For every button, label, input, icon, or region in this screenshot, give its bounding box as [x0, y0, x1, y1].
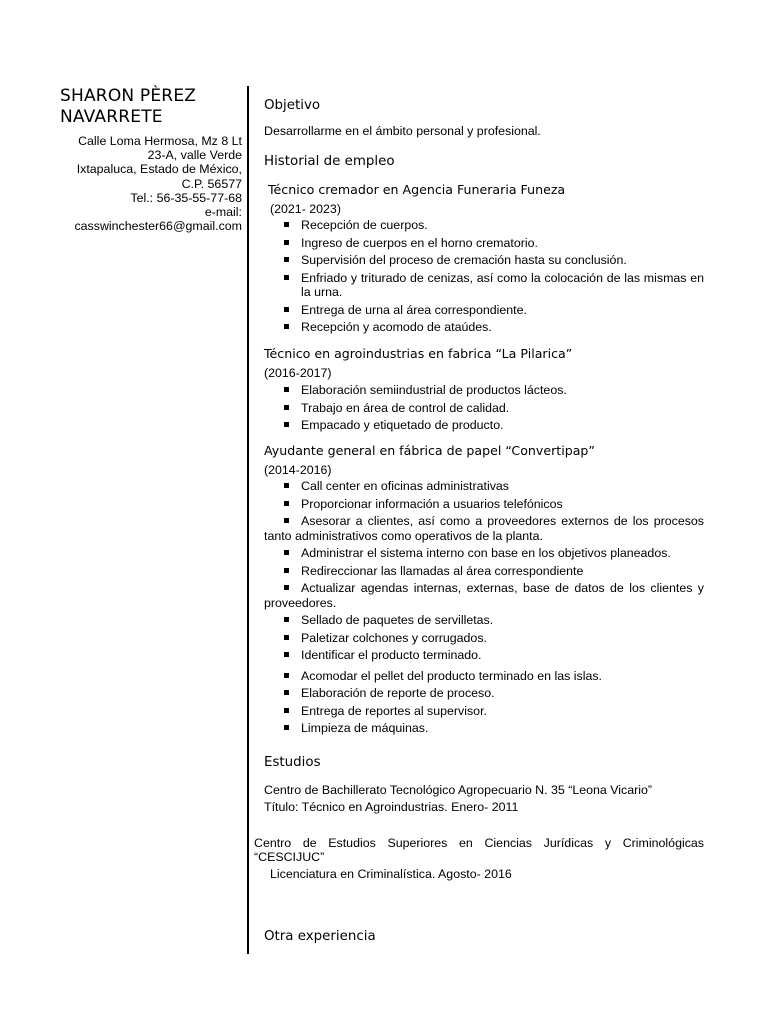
bullet-square-icon: [284, 652, 289, 657]
candidate-name: [60, 86, 242, 128]
bullet-square-icon: [284, 240, 289, 245]
objetivo-text: Desarrollarme en el ámbito personal y profesional.: [264, 124, 541, 138]
school-2: Centro de Estudios Superiores en Ciencias Jurídicas y Criminológicas “CESCIJUC”: [254, 836, 704, 864]
list-item: Supervisión del proceso de cremación hasta su conclusión.: [264, 253, 704, 268]
bullet-square-icon: [284, 275, 289, 280]
list-item: Limpieza de máquinas.: [264, 721, 704, 736]
estudios-heading: Estudios: [264, 755, 321, 770]
list-item: Redireccionar las llamadas al área correspondiente: [264, 564, 704, 579]
list-item: Call center en oficinas administrativas: [264, 479, 704, 494]
name-line-2: NAVARRETE: [60, 107, 163, 127]
bullet-square-icon: [284, 725, 289, 730]
list-item: Entrega de urna al área correspondiente.: [264, 303, 704, 318]
school-1: Centro de Bachillerato Tecnológico Agropecuario N. 35 “Leona Vicario”: [264, 783, 653, 797]
job-title-3: Ayudante general en fábrica de papel “Convertipap”: [264, 443, 595, 458]
bullet-square-icon: [284, 518, 289, 523]
job-title-2: Técnico en agroindustrias en fabrica “La Pilarica”: [264, 346, 573, 361]
list-item: Trabajo en área de control de calidad.: [264, 401, 704, 416]
sidebar: [60, 86, 242, 233]
bullet-square-icon: [284, 222, 289, 227]
address-line-1: Calle Loma Hermosa, Mz 8 Lt: [78, 134, 242, 148]
contact-info: [60, 134, 242, 233]
bullet-square-icon: [284, 257, 289, 262]
address-line-2: 23-A, valle Verde: [147, 148, 242, 163]
bullet-square-icon: [284, 387, 289, 392]
list-item: Recepción y acomodo de ataúdes.: [264, 320, 704, 335]
job-period-3: (2014-2016): [264, 463, 332, 477]
email-address: casswinchester66@gmail.com: [74, 219, 242, 234]
name-line-1: SHARON PÈREZ: [60, 86, 197, 106]
vertical-divider: [247, 86, 249, 954]
job-1-duties: [264, 218, 704, 338]
job-title-1: Técnico cremador en Agencia Funeraria Funeza: [268, 182, 566, 197]
bullet-square-icon: [284, 307, 289, 312]
list-item: Elaboración semiindustrial de productos lácteos.: [264, 383, 704, 398]
list-item: Proporcionar información a usuarios telefónicos: [264, 497, 704, 512]
phone: Tel.: 56-35-55-77-68: [130, 190, 242, 205]
bullet-square-icon: [284, 585, 289, 590]
bullet-square-icon: [284, 690, 289, 695]
list-item: Ingreso de cuerpos en el horno crematorio.: [264, 236, 704, 251]
list-item: Entrega de reportes al supervisor.: [264, 704, 704, 719]
list-item: Empacado y etiquetado de producto.: [264, 418, 704, 433]
bullet-square-icon: [284, 405, 289, 410]
list-item: Identificar el producto terminado.: [264, 648, 704, 663]
bullet-square-icon: [284, 324, 289, 329]
degree-1: Título: Técnico en Agroindustrias. Enero- 2011: [264, 800, 519, 814]
list-item: Sellado de paquetes de servilletas.: [264, 613, 704, 628]
bullet-square-icon: [284, 550, 289, 555]
bullet-square-icon: [284, 635, 289, 640]
list-item: Administrar el sistema interno con base en los objetivos planeados.: [264, 546, 704, 561]
bullet-square-icon: [284, 483, 289, 488]
bullet-square-icon: [284, 617, 289, 622]
bullet-square-icon: [284, 422, 289, 427]
degree-2: Licenciatura en Criminalística. Agosto- 2016: [270, 867, 512, 881]
bullet-square-icon: [284, 568, 289, 573]
objetivo-heading: Objetivo: [264, 98, 321, 113]
bullet-square-icon: [284, 708, 289, 713]
email-label: e-mail:: [204, 205, 242, 220]
job-period-1: (2021- 2023): [270, 202, 341, 216]
job-period-2: (2016-2017): [264, 366, 332, 380]
list-item: Paletizar colchones y corrugados.: [264, 631, 704, 646]
job-3-duties: [264, 479, 704, 739]
otra-experiencia-heading: Otra experiencia: [264, 929, 376, 944]
list-item: Elaboración de reporte de proceso.: [264, 686, 704, 701]
list-item: Actualizar agendas internas, externas, base de datos de los clientes y proveedores.: [264, 581, 704, 610]
job-2-duties: [264, 383, 704, 436]
historial-heading: Historial de empleo: [264, 154, 395, 169]
list-item: Enfriado y triturado de cenizas, así como la colocación de las mismas en la urna.: [264, 271, 704, 300]
bullet-square-icon: [284, 673, 289, 678]
list-item: Acomodar el pellet del producto terminado en las islas.: [264, 669, 704, 684]
list-item: Recepción de cuerpos.: [264, 218, 704, 233]
list-item: Asesorar a clientes, así como a proveedores externos de los procesos tanto administrativos como operativos de la planta.: [264, 514, 704, 543]
address-line-3: Ixtapaluca, Estado de México,: [76, 162, 242, 177]
bullet-square-icon: [284, 501, 289, 506]
postal-code: C.P. 56577: [181, 176, 242, 191]
